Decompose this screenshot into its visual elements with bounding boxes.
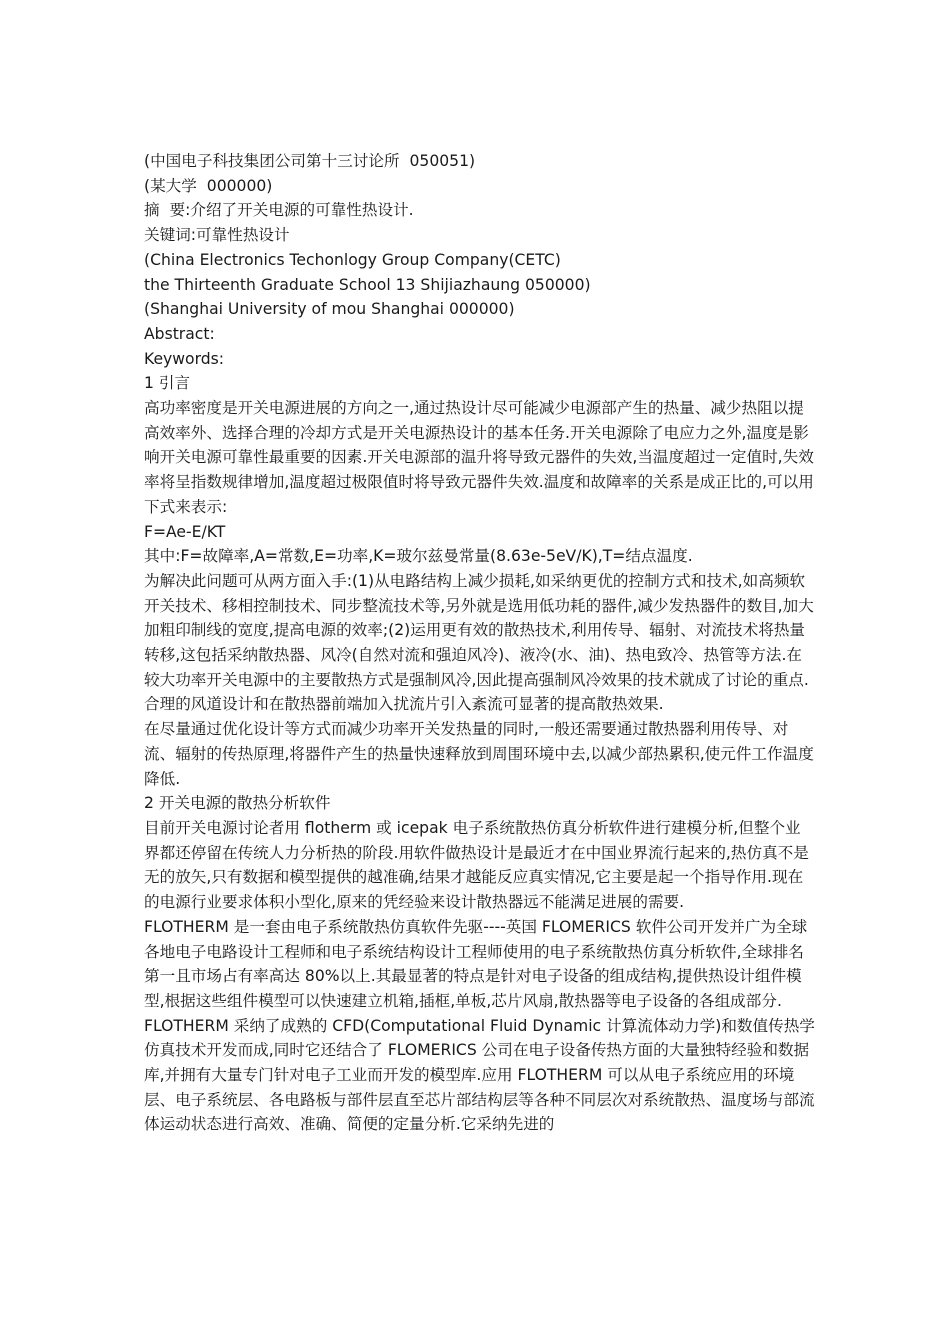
section-2-heading: 2 开关电源的散热分析软件 — [144, 794, 331, 813]
keywords-cn: 关键词:可靠性热设计 — [144, 226, 290, 245]
affiliation-en-line: the Thirteenth Graduate School 13 Shijiazhaung 050000) — [144, 275, 591, 294]
section-2-paragraph: 目前开关电源讨论者用 flotherm 或 icepak 电子系统散热仿真分析软件进行建模分析,但整个业界都还停留在传统人力分析热的阶段.用软件做热设计是最近才在中国业界流行起来的,热仿真不是无的放矢,只有数据和模型提供的越准确,结果才越能反应真实情况,它主要是起一个指导作用.现在的电源行业要求体积小型化,原来的凭经验来设计散热器远不能满足进展的需要. — [144, 818, 809, 912]
affiliation-cn: (中国电子科技集团公司第十三讨论所 050051) — [144, 152, 476, 170]
affiliation-en-line: (Shanghai University of mou Shanghai 000000) — [144, 300, 515, 319]
section-1-paragraph: 为解决此问题可从两方面入手:(1)从电路结构上减少损耗,如采纳更优的控制方式和技术,如高频软开关技术、移相控制技术、同步整流技术等,另外就是选用低功耗的器件,减少发热器件的数目,加大加粗印制线的宽度,提高电源的效率;(2)运用更有效的散热技术,利用传导、辐射、对流技术将热量转移,这包括采纳散热器、风冷(自然对流和强迫风冷)、液冷(水、油)、热电致冷、热管等方法.在较大功率开关电源中的主要散热方式是强制风冷,因此提高强制风冷效果的技术就成了讨论的重点.合理的风道设计和在散热器前端加入扰流片引入紊流可显著的提高散热效果. — [144, 571, 814, 714]
keywords-en: Keywords: — [144, 349, 224, 368]
document-body — [144, 149, 816, 1137]
formula: F=Ae-E/KT — [144, 522, 226, 541]
section-1-paragraph: 在尽量通过优化设计等方式而减少功率开关发热量的同时,一般还需要通过散热器利用传导、对流、辐射的传热原理,将器件产生的热量快速释放到周围环境中去,以减少部热累积,使元件工作温度降低. — [144, 720, 814, 788]
affiliation-en-line: (China Electronics Techonlogy Group Company(CETC) — [144, 250, 561, 269]
section-1-paragraph: 高功率密度是开关电源进展的方向之一,通过热设计尽可能减少电源部产生的热量、减少热阻以提高效率外、选择合理的冷却方式是开关电源热设计的基本任务.开关电源除了电应力之外,温度是影响开关电源可靠性最重要的因素.开关电源部的温升将导致元器件的失效,当温度超过一定值时,失效率将呈指数规律增加,温度超过极限值时将导致元器件失效.温度和故障率的关系是成正比的,可以用下式来表示: — [144, 399, 814, 516]
section-1-heading: 1 引言 — [144, 374, 191, 393]
university-cn: (某大学 000000) — [144, 176, 273, 195]
abstract-cn: 摘 要:介绍了开关电源的可靠性热设计. — [144, 201, 414, 220]
section-2-paragraph: FLOTHERM 采纳了成熟的 CFD(Computational Fluid Dynamic 计算流体动力学)和数值传热学仿真技术开发而成,同时它还结合了 FLOMERICS 公司在电子设备传热方面的大量独特经验和数据库,并拥有大量专门针对电子工业而开发的模型库.应用 FLOTHERM 可以从电子系统应用的环境层、电子系统层、各电路板与部件层直至芯片部结构层等各种不同层次对系统散热、温度场与部流体运动状态进行高效、准确、简便的定量分析.它采纳先进的 — [144, 1016, 815, 1134]
section-2-paragraph: FLOTHERM 是一套由电子系统散热仿真软件先驱----英国 FLOMERICS 软件公司开发并广为全球各地电子电路设计工程师和电子系统结构设计工程师使用的电子系统散热仿真分析软件,全球排名第一且市场占有率高达 80%以上.其最显著的特点是针对电子设备的组成结构,提供热设计组件模型,根据这些组件模型可以快速建立机箱,插框,单板,芯片风扇,散热器等电子设备的各组成部分. — [144, 917, 808, 1010]
abstract-en: Abstract: — [144, 324, 215, 343]
formula-legend: 其中:F=故障率,A=常数,E=功率,K=玻尔兹曼常量(8.63e-5eV/K),T=结点温度. — [144, 547, 693, 566]
